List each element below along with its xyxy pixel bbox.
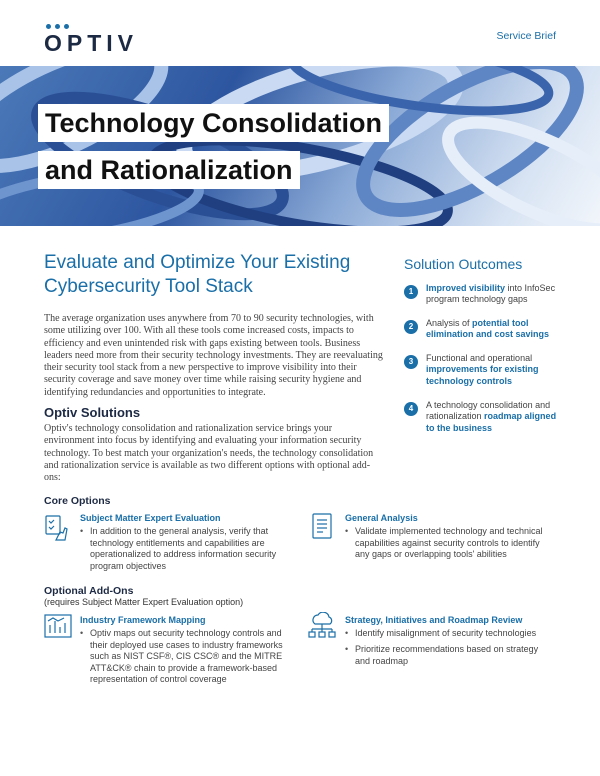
title-line-1: Technology Consolidation xyxy=(38,104,389,142)
checklist-hand-icon xyxy=(44,512,72,542)
strategy-review-bullet-2: • Prioritize recommendations based on strategy and roadmap xyxy=(345,644,555,667)
outcome-number-badge: 4 xyxy=(404,402,418,416)
framework-mapping-title: Industry Framework Mapping xyxy=(80,615,206,625)
general-analysis-title: General Analysis xyxy=(345,513,418,523)
main-heading: Evaluate and Optimize Your Existing Cybersecurity Tool Stack xyxy=(44,252,351,297)
doc-type-label: Service Brief xyxy=(496,30,556,42)
outcome-text: A technology consolidation and rationalization roadmap aligned to the business xyxy=(426,400,557,433)
optiv-logo xyxy=(44,24,139,56)
outcome-text: Analysis of potential tool elimination and cost savings xyxy=(426,318,550,340)
hero-banner xyxy=(0,66,600,226)
outcome-number-badge: 1 xyxy=(404,285,418,299)
framework-mapping-bullet: • Optiv maps out security technology controls and their deployed use cases to industry frameworks such as NIST CSF®, CIS CSC® and the MITRE ATT&CK® chain to provide a framework-based representation of control coverage xyxy=(80,628,295,686)
strategy-review-title: Strategy, Initiatives and Roadmap Review xyxy=(345,615,523,625)
outcome-number-badge: 3 xyxy=(404,355,418,369)
abstract-rings-graphic xyxy=(0,66,600,226)
outcome-text: Functional and operational improvements for existing technology controls xyxy=(426,353,539,386)
document-list-icon xyxy=(310,512,336,542)
sme-evaluation-bullet: • In addition to the general analysis, verify that technology entitlements and capabilities are operationalized to address information security program objectives xyxy=(80,526,295,572)
addons-heading: Optional Add-Ons xyxy=(44,585,134,597)
logo-dots-icon xyxy=(46,24,70,29)
addons-subheading: (requires Subject Matter Expert Evaluation option) xyxy=(44,597,244,607)
title-line-2: and Rationalization xyxy=(38,151,300,189)
outcomes-title: Solution Outcomes xyxy=(404,256,523,272)
intro-paragraph: The average organization uses anywhere from 70 to 90 security technologies, with some utilizing over 100. With all these tools come increased costs, impacts to efficiency and even unintended risk with gaps existing between tools. Business leaders need more from their security technology investments. They are reevaluating their security tool stack from a new perspective to improve visibility into their security coverage and save money over time while raising security hygiene and identifying redundancies and opportunities to integrate. xyxy=(44,313,383,398)
cloud-network-icon xyxy=(306,612,338,640)
logo-text: OPTIV xyxy=(44,30,139,56)
outcome-text: Improved visibility into InfoSec program technology gaps xyxy=(426,283,556,305)
outcome-number-badge: 2 xyxy=(404,320,418,334)
core-options-heading: Core Options xyxy=(44,495,111,507)
general-analysis-bullet: • Validate implemented technology and technical capabilities against security controls to identify any gaps or overlapping tools' abilities xyxy=(345,526,555,561)
sme-evaluation-title: Subject Matter Expert Evaluation xyxy=(80,513,221,523)
strategy-review-bullet-1: • Identify misalignment of security technologies xyxy=(345,628,555,640)
solutions-heading: Optiv Solutions xyxy=(44,405,141,420)
bar-chart-icon xyxy=(44,614,72,638)
solutions-paragraph: Optiv's technology consolidation and rationalization service brings your environment into focus by identifying and evaluating your information security technology. To best match your organization's needs, the technology consolidation and rationalization service is available as two different options with optional add-ons: xyxy=(44,423,374,484)
